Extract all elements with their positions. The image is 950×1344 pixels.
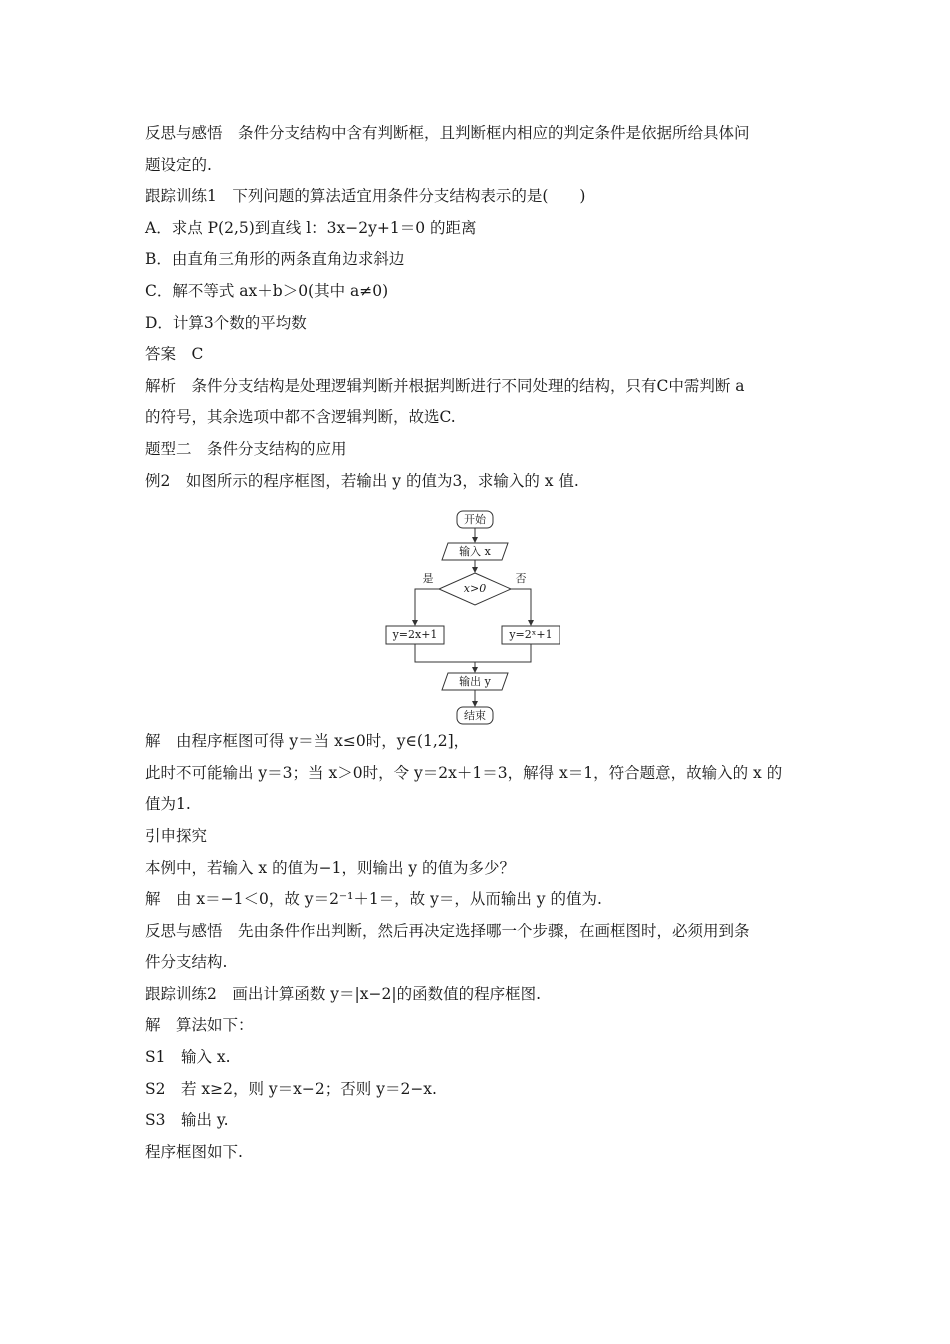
text-line: 反思与感悟 先由条件作出判断，然后再决定选择哪一个步骤，在画框图时，必须用到条 xyxy=(145,921,750,940)
text-line: 跟踪训练1 下列问题的算法适宜用条件分支结构表示的是( ) xyxy=(145,187,586,206)
text-line: 件分支结构. xyxy=(145,953,228,972)
left-box-label: y=2x+1 xyxy=(392,628,438,641)
end-label: 结束 xyxy=(464,708,486,722)
step-line: S2 若 x≥2，则 y＝x−2；否则 y＝2−x. xyxy=(145,1079,437,1098)
input-label: 输入 x xyxy=(459,544,491,558)
output-label: 输出 y xyxy=(459,674,491,688)
option-c: C．解不等式 ax＋b＞0(其中 a≠0) xyxy=(145,281,389,300)
text-line: 跟踪训练2 画出计算函数 y＝|x−2|的函数值的程序框图. xyxy=(145,984,542,1003)
text-line: 解析 条件分支结构是处理逻辑判断并根据判断进行不同处理的结构，只有C中需判断 a xyxy=(145,376,745,395)
text-line: 程序框图如下. xyxy=(145,1142,243,1161)
text-line: 值为1. xyxy=(145,795,191,814)
text-line: 题设定的. xyxy=(145,155,212,174)
right-box-label: y=2ˣ+1 xyxy=(509,628,553,641)
answer-line: 答案 C xyxy=(145,345,204,364)
no-label: 否 xyxy=(515,572,527,585)
text-line: 的符号，其余选项中都不含逻辑判断，故选C. xyxy=(145,408,456,427)
start-label: 开始 xyxy=(464,512,486,526)
text-line: 解 由程序框图可得 y＝当 x≤0时，y∈(1,2]， xyxy=(145,732,470,751)
option-d: D．计算3个数的平均数 xyxy=(145,313,307,332)
condition-label: x>0 xyxy=(463,582,487,595)
text-line: 解 由 x＝−1＜0，故 y＝2⁻¹＋1＝，故 y＝，从而输出 y 的值为. xyxy=(145,890,602,909)
text-line: 本例中，若输入 x 的值为−1，则输出 y 的值为多少？ xyxy=(145,858,516,877)
flowchart xyxy=(380,505,560,730)
flowchart-graphics xyxy=(380,505,560,730)
option-b: B．由直角三角形的两条直角边求斜边 xyxy=(145,250,405,269)
yes-label: 是 xyxy=(422,572,434,585)
example-heading: 例2 如图所示的程序框图，若输出 y 的值为3，求输入的 x 值. xyxy=(145,471,579,490)
step-line: S1 输入 x. xyxy=(145,1048,231,1067)
subsection-heading: 引申探究 xyxy=(145,826,208,845)
text-line: 解 算法如下： xyxy=(145,1016,254,1035)
section-heading: 题型二 条件分支结构的应用 xyxy=(145,439,347,458)
text-line: 反思与感悟 条件分支结构中含有判断框，且判断框内相应的判定条件是依据所给具体问 xyxy=(145,124,750,142)
option-a: A．求点 P(2,5)到直线 l：3x−2y+1＝0 的距离 xyxy=(145,218,477,237)
text-line: 此时不可能输出 y＝3；当 x＞0时，令 y＝2x＋1＝3，解得 x＝1，符合题意，故输入的 x 的 xyxy=(145,763,783,782)
step-line: S3 输出 y. xyxy=(145,1111,229,1130)
